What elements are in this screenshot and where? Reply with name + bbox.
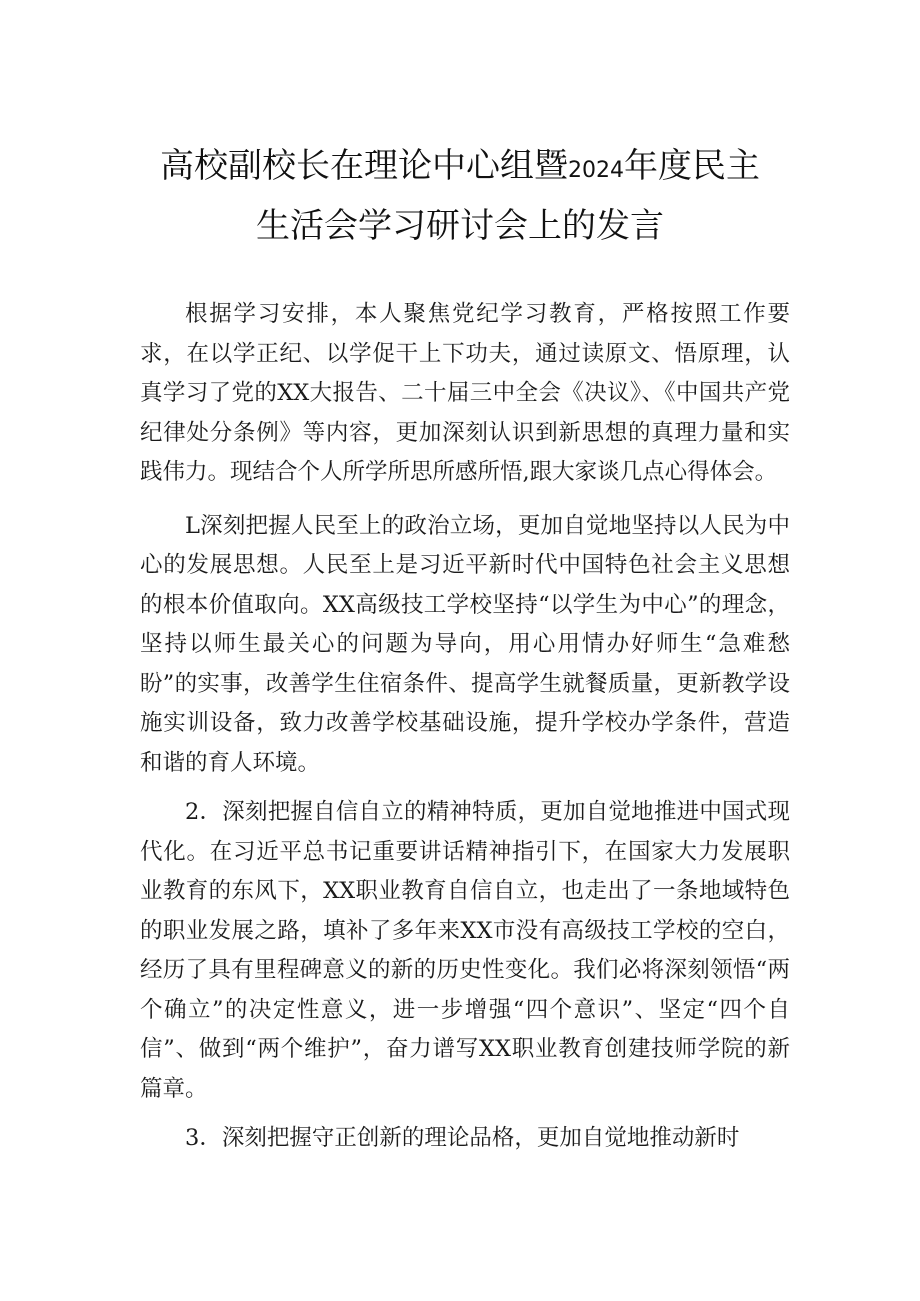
document-title-line-2: 生活会学习研讨会上的发言	[256, 206, 664, 246]
document-title-line-1	[120, 138, 800, 187]
title-text-a: 高校副校长在理论中心组暨	[160, 146, 568, 186]
paragraph-intro: 根据学习安排，本人聚焦党纪学习教育，严格按照工作要求，在以学正纪、以学促干上下功夫，通过读原文、悟原理，认真学习了党的XX大报告、二十届三中全会《决议》、《中国共产党纪律处分条例》等内容，更加深刻认识到新思想的真理力量和实践伟力。现结合个人所学所思所感所悟,跟大家谈几点心得体会。	[140, 301, 790, 485]
title-year: 2024	[568, 158, 624, 183]
paragraph-point-1: L深刻把握人民至上的政治立场，更加自觉地坚持以人民为中心的发展思想。人民至上是习近平新时代中国特色社会主义思想的根本价值取向。XX高级技工学校坚持“以学生为中心”的理念，坚持以师生最关心的问题为导向，用心用情办好师生“急难愁盼”的实事，改善学生住宿条件、提高学生就餐质量，更新教学设施实训设备，致力改善学校基础设施，提升学校办学条件，营造和谐的育人环境。	[140, 512, 790, 776]
document-body	[140, 295, 790, 1169]
title-text-b: 年度民主	[624, 146, 760, 186]
paragraph-point-3: 3．深刻把握守正创新的理论品格，更加自觉地推动新时	[185, 1125, 740, 1151]
paragraph-point-2: 2．深刻把握自信自立的精神特质，更加自觉地推进中国式现代化。在习近平总书记重要讲话精神指引下，在国家大力发展职业教育的东风下，XX职业教育自信自立，也走出了一条地域特色的职业发展之路，填补了多年来XX市没有高级技工学校的空白，经历了具有里程碑意义的新的历史性变化。我们必将深刻领悟“两个确立”的决定性意义，进一步增强“四个意识”、坚定“四个自信”、做到“两个维护”，奋力谱写XX职业教育创建技师学院的新篇章。	[140, 799, 790, 1102]
